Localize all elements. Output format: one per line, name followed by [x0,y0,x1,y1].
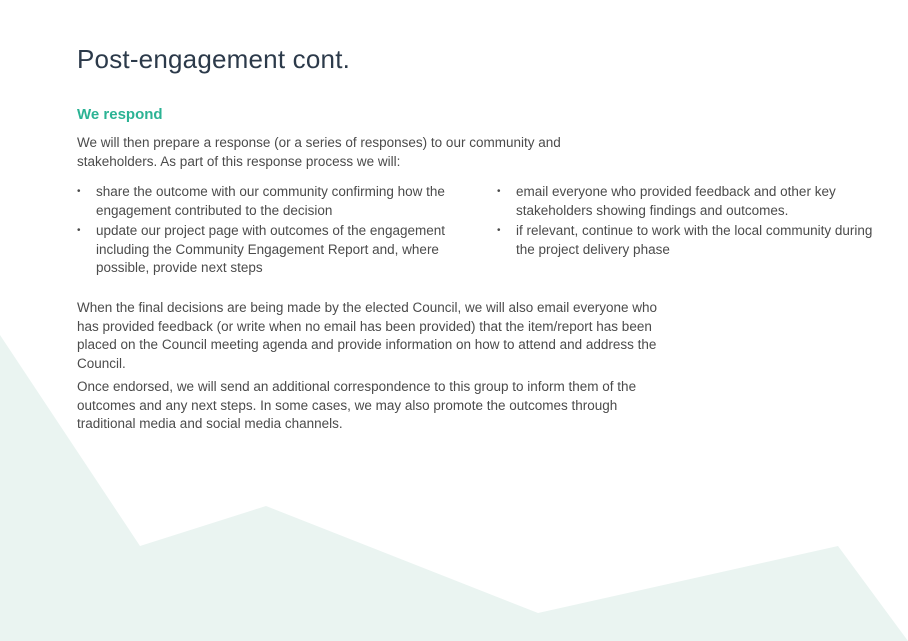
bullet-icon: • [497,186,501,197]
intro-paragraph: We will then prepare a response (or a series of responses) to our community and stakeholders. As part of this response process we will: [77,135,561,169]
bullet-list-left [77,183,457,280]
section-heading: We respond [77,106,163,123]
list-item-text: email everyone who provided feedback and other key stakeholders showing findings and outcomes. [516,184,836,218]
list-item-text: share the outcome with our community confirming how the engagement contributed to the decision [96,184,445,218]
list-item [77,183,457,220]
bullet-icon: • [77,225,81,236]
list-item-text: if relevant, continue to work with the local community during the project delivery phase [516,223,873,257]
list-item [497,222,887,259]
list-item-text: update our project page with outcomes of the engagement including the Community Engagement Report and, where possible, provide next steps [96,223,445,275]
page-title: Post-engagement cont. [77,44,351,74]
list-item [77,222,457,278]
council-decision-paragraph: When the final decisions are being made by the elected Council, we will also email everyone who has provided feedback (or write when no email has been provided) that the item/report has been placed on the Council meeting agenda and provide information on how to attend and address the Council. [77,300,658,371]
bullet-list-right [497,183,887,261]
bullet-icon: • [77,186,81,197]
endorsement-paragraph: Once endorsed, we will send an additional correspondence to this group to inform them of the outcomes and any next steps. In some cases, we may also promote the outcomes through traditional media and social media channels. [77,379,637,431]
list-item [497,183,887,220]
bullet-icon: • [497,225,501,236]
